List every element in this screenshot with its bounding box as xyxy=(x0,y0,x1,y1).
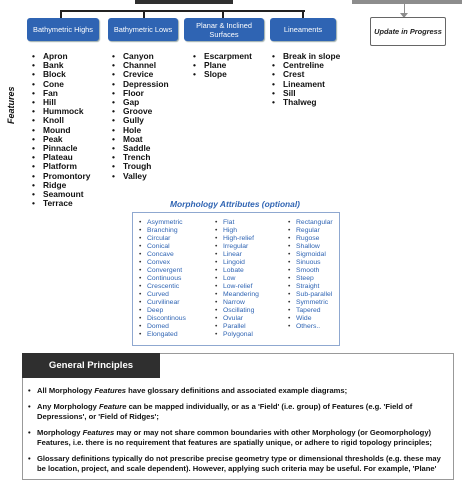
feature-item: • Break in slope xyxy=(271,52,340,61)
principle-text-a: Morphology xyxy=(37,428,83,437)
feature-item: • Depression xyxy=(111,80,169,89)
feature-item: • Gully xyxy=(111,116,169,125)
attribute-item: • Linear xyxy=(214,251,259,259)
attribute-item: • Rectangular xyxy=(287,219,333,227)
attribute-item: • Steep xyxy=(287,275,333,283)
parent-node-bar xyxy=(135,0,233,4)
attribute-item: • Lobate xyxy=(214,267,259,275)
attribute-item: • High-relief xyxy=(214,235,259,243)
features-label: Features xyxy=(6,86,16,124)
category-lineaments[interactable]: Lineaments xyxy=(270,18,336,41)
bathymetric-highs-list xyxy=(31,52,90,208)
feature-item: • Bank xyxy=(31,61,90,70)
feature-item: • Fan xyxy=(31,89,90,98)
attribute-item: • Sub-parallel xyxy=(287,291,333,299)
attribute-item: • Regular xyxy=(287,227,333,235)
attribute-item: • Others.. xyxy=(287,323,333,331)
category-bathymetric-lows[interactable]: Bathymetric Lows xyxy=(108,18,178,41)
attributes-col-2 xyxy=(214,219,259,339)
attribute-item: • Straight xyxy=(287,283,333,291)
feature-item: • Canyon xyxy=(111,52,169,61)
feature-item: • Valley xyxy=(111,172,169,181)
feature-item: • Cone xyxy=(31,80,90,89)
principle-item xyxy=(28,428,448,448)
category-connector-line xyxy=(60,10,305,12)
attribute-item: • Sigmoidal xyxy=(287,251,333,259)
feature-item: • Knoll xyxy=(31,116,90,125)
attribute-item: • Branching xyxy=(138,227,186,235)
feature-item: • Hill xyxy=(31,98,90,107)
feature-item: • Floor xyxy=(111,89,169,98)
attribute-item: • Crescentic xyxy=(138,283,186,291)
lineaments-list xyxy=(271,52,340,107)
connector-drop-4 xyxy=(302,10,304,18)
attribute-item: • Asymmetric xyxy=(138,219,186,227)
principle-text-a: Glossary definitions typically do not prescribe precise geometry type or dimensional thresholds (e.g. these may be location, project, and scale dependent). However, applying such criteria may be useful. For example, 'Plane' xyxy=(37,454,441,473)
attribute-item: • Wide xyxy=(287,315,333,323)
attribute-item: • Tapered xyxy=(287,307,333,315)
attribute-item: • Flat xyxy=(214,219,259,227)
planar-surfaces-list xyxy=(192,52,252,80)
feature-item: • Channel xyxy=(111,61,169,70)
attribute-item: • Symmetric xyxy=(287,299,333,307)
feature-item: • Thalweg xyxy=(271,98,340,107)
attribute-item: • Low-relief xyxy=(214,283,259,291)
principle-item xyxy=(28,402,448,422)
attribute-item: • Deep xyxy=(138,307,186,315)
principle-text-b: Features xyxy=(82,428,115,437)
feature-item: • Pinnacle xyxy=(31,144,90,153)
attribute-item: • Concave xyxy=(138,251,186,259)
attribute-item: • Oscillating xyxy=(214,307,259,315)
connector-drop-1 xyxy=(60,10,62,18)
update-in-progress-box: Update in Progress xyxy=(370,17,446,46)
principle-item xyxy=(28,386,448,396)
attribute-item: • Convergent xyxy=(138,267,186,275)
attribute-item: • Rugose xyxy=(287,235,333,243)
attribute-item: • Ovular xyxy=(214,315,259,323)
feature-item: • Crevice xyxy=(111,70,169,79)
principle-text-c: can be mapped individually, or as a 'Field' (i.e. group) of Features (e.g. 'Field of Depressions', or 'Field of Ridges'; xyxy=(37,402,413,421)
feature-item: • Gap xyxy=(111,98,169,107)
principle-text-a: Any Morphology xyxy=(37,402,100,411)
feature-item: • Moat xyxy=(111,135,169,144)
principle-text-c: may or may not share common boundaries with other Morphology (or Geomorphology) Features, i.e. there is no requirement that features are spatially unique, or adhere to rigid topology principles; xyxy=(37,428,432,447)
feature-item: • Trough xyxy=(111,162,169,171)
attribute-item: • Sinuous xyxy=(287,259,333,267)
general-principles-list xyxy=(28,386,448,480)
feature-item: • Hole xyxy=(111,126,169,135)
feature-item: • Mound xyxy=(31,126,90,135)
attribute-item: • Low xyxy=(214,275,259,283)
feature-item: • Sill xyxy=(271,89,340,98)
principle-text-b: Feature xyxy=(99,402,127,411)
update-parent-bar xyxy=(352,0,462,4)
attribute-item: • Narrow xyxy=(214,299,259,307)
attributes-title: Morphology Attributes (optional) xyxy=(170,199,300,209)
feature-item: • Saddle xyxy=(111,144,169,153)
principle-text-a: All Morphology xyxy=(37,386,95,395)
feature-item: • Promontory xyxy=(31,172,90,181)
feature-item: • Lineament xyxy=(271,80,340,89)
attribute-item: • Convex xyxy=(138,259,186,267)
attributes-col-3 xyxy=(287,219,333,331)
attribute-item: • Discontinous xyxy=(138,315,186,323)
principle-text-c: have glossary definitions and associated example diagrams; xyxy=(126,386,348,395)
feature-item: • Escarpment xyxy=(192,52,252,61)
principle-text-b: Features xyxy=(94,386,127,395)
feature-item: • Centreline xyxy=(271,61,340,70)
feature-item: • Apron xyxy=(31,52,90,61)
category-planar-surfaces[interactable]: Planar & Inclined Surfaces xyxy=(184,18,264,41)
attribute-item: • Curvilinear xyxy=(138,299,186,307)
attribute-item: • Shallow xyxy=(287,243,333,251)
attribute-item: • Curved xyxy=(138,291,186,299)
attribute-item: • Conical xyxy=(138,243,186,251)
attributes-col-1 xyxy=(138,219,186,339)
feature-item: • Groove xyxy=(111,107,169,116)
feature-item: • Seamount xyxy=(31,190,90,199)
connector-drop-3 xyxy=(222,10,224,18)
feature-item: • Platform xyxy=(31,162,90,171)
attribute-item: • Lingoid xyxy=(214,259,259,267)
feature-item: • Peak xyxy=(31,135,90,144)
attribute-item: • Irregular xyxy=(214,243,259,251)
bathymetric-lows-list xyxy=(111,52,169,181)
attribute-item: • Domed xyxy=(138,323,186,331)
feature-item: • Plateau xyxy=(31,153,90,162)
attribute-item: • Meandering xyxy=(214,291,259,299)
feature-item: • Trench xyxy=(111,153,169,162)
attribute-item: • Continuous xyxy=(138,275,186,283)
feature-item: • Crest xyxy=(271,70,340,79)
attribute-item: • High xyxy=(214,227,259,235)
feature-item: • Plane xyxy=(192,61,252,70)
feature-item: • Hummock xyxy=(31,107,90,116)
feature-item: • Ridge xyxy=(31,181,90,190)
category-bathymetric-highs[interactable]: Bathymetric Highs xyxy=(27,18,99,41)
attribute-item: • Circular xyxy=(138,235,186,243)
general-principles-title: General Principles xyxy=(22,353,160,378)
connector-drop-2 xyxy=(143,10,145,18)
principle-item xyxy=(28,454,448,474)
attribute-item: • Smooth xyxy=(287,267,333,275)
attribute-item: • Polygonal xyxy=(214,331,259,339)
attribute-item: • Parallel xyxy=(214,323,259,331)
feature-item: • Slope xyxy=(192,70,252,79)
attribute-item: • Elongated xyxy=(138,331,186,339)
feature-item: • Block xyxy=(31,70,90,79)
feature-item: • Terrace xyxy=(31,199,90,208)
